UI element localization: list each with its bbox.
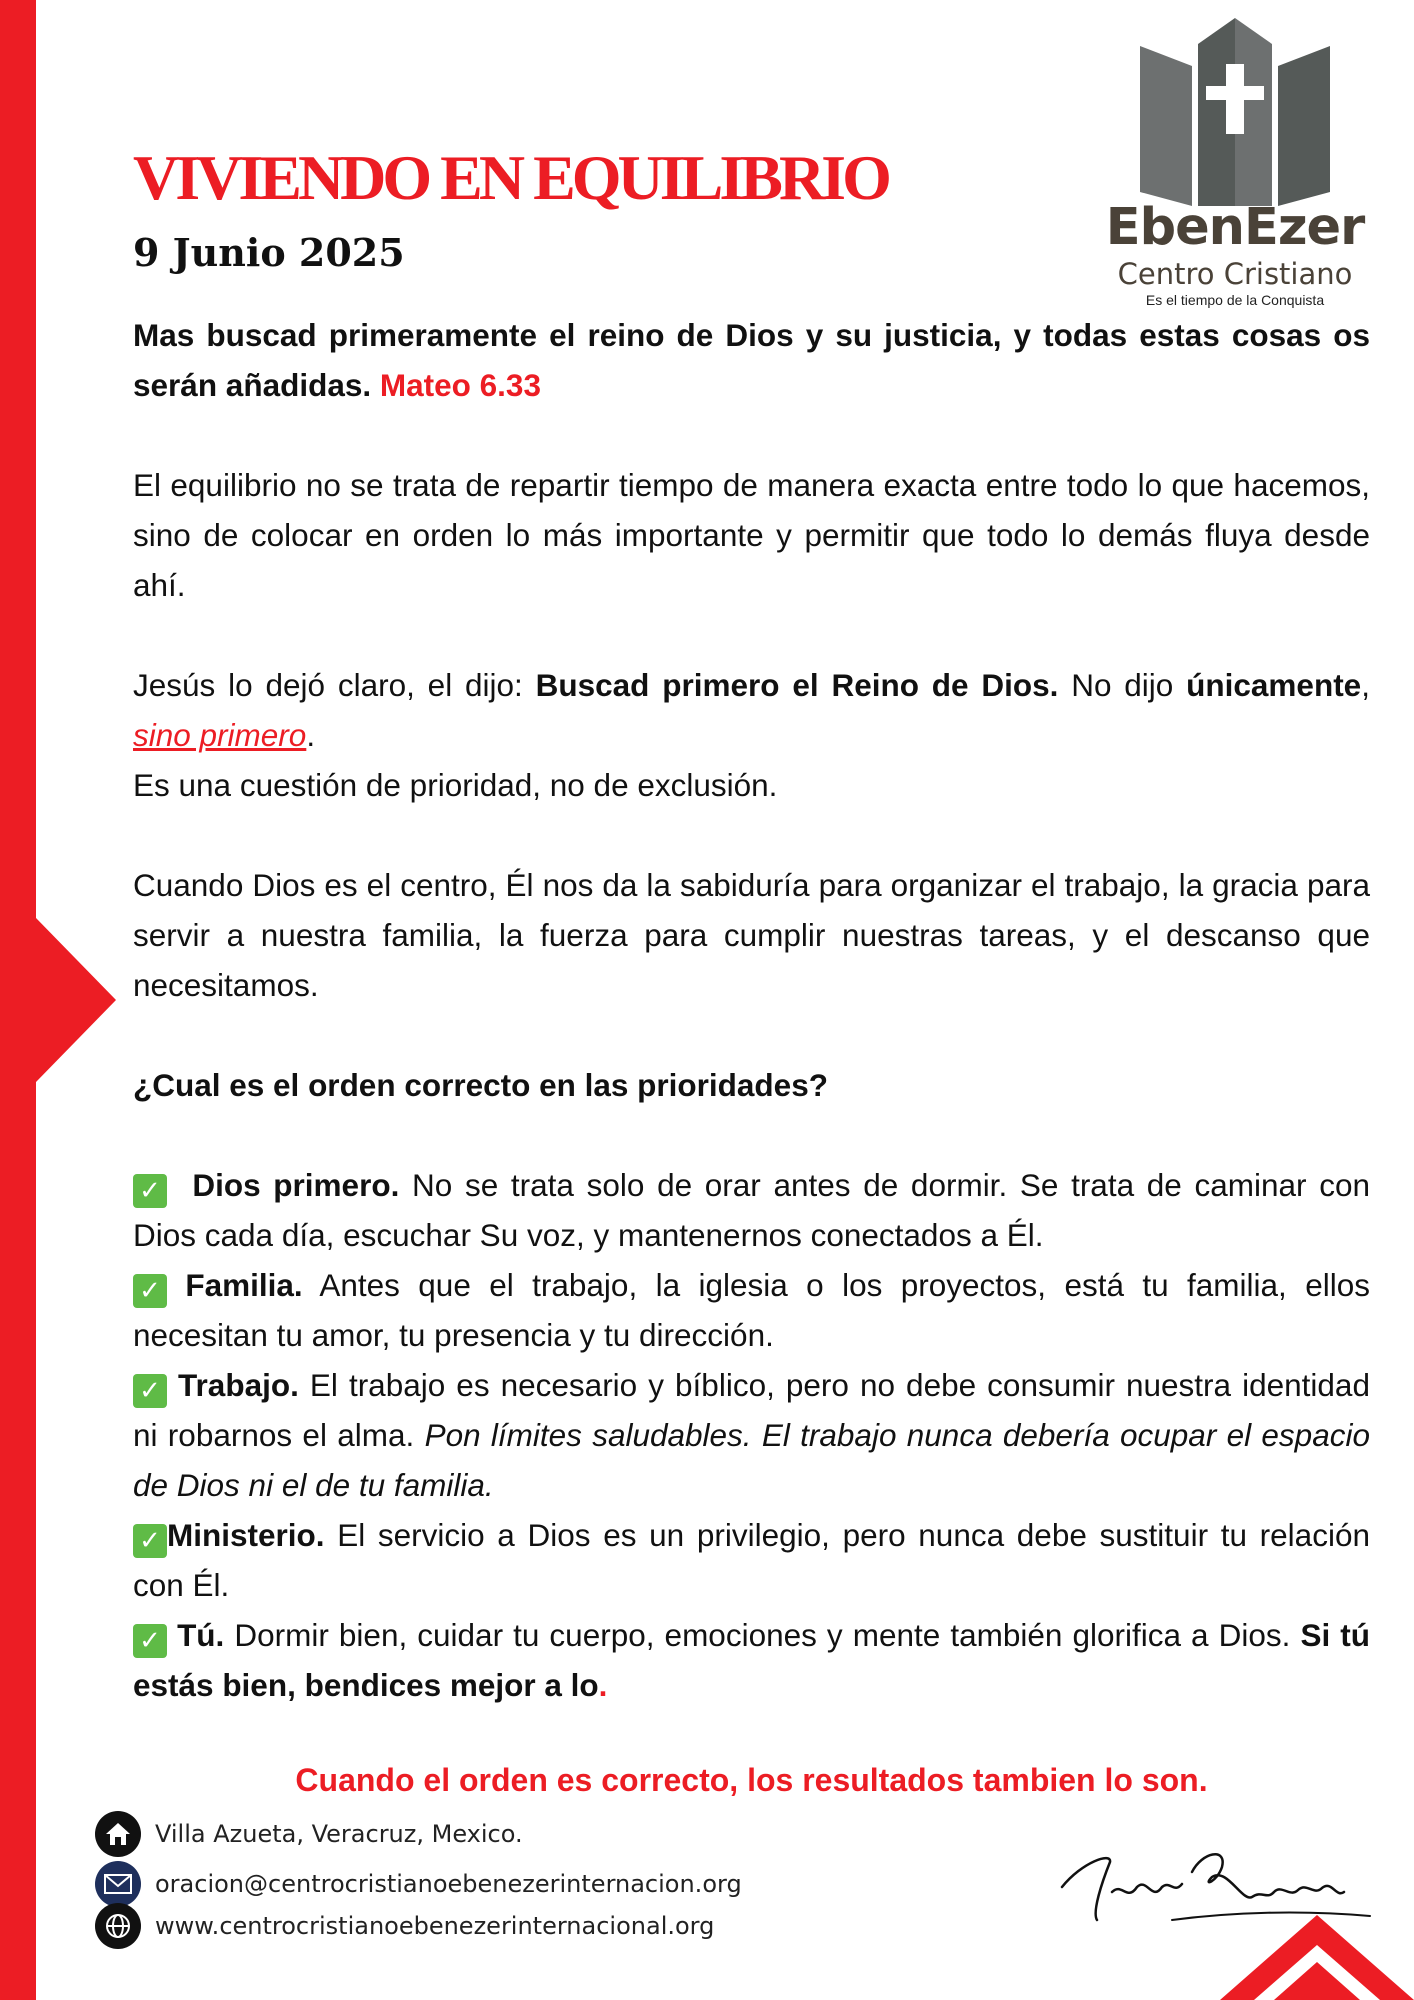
priority-text: Antes que el trabajo, la iglesia o los proyectos, está tu familia, ellos necesitan tu amor, tu presencia y tu dirección.: [133, 1267, 1370, 1353]
left-accent-bar: [0, 0, 36, 2000]
priority-red-dot: .: [598, 1667, 608, 1703]
contact-website[interactable]: [95, 1903, 714, 1949]
paragraph-jesus-line2: Es una cuestión de prioridad, no de exclusión.: [133, 767, 778, 803]
mail-icon: [95, 1861, 141, 1907]
paragraph-jesus: [133, 660, 1370, 810]
check-icon: ✓: [133, 1624, 167, 1658]
paragraph-jesus-quote: Buscad primero el Reino de Dios.: [535, 667, 1059, 703]
paragraph-center: Cuando Dios es el centro, Él nos da la sabiduría para organizar el trabajo, la gracia para servir a nuestra familia, la fuerza para cumplir nuestras tareas, y el descanso que necesitamos.: [133, 867, 1370, 1003]
priority-italic-note: Pon límites saludables. El trabajo nunca debería ocupar el espacio de Dios ni el de tu familia.: [133, 1417, 1370, 1503]
priority-text: El servicio a Dios es un privilegio, pero nunca debe sustituir tu relación con Él.: [133, 1517, 1370, 1603]
left-accent-triangle: [36, 918, 116, 1082]
check-icon: ✓: [133, 1274, 167, 1308]
verse-text: Mas buscad primeramente el reino de Dios y su justicia, y todas estas cosas os serán añadidas.: [133, 317, 1370, 403]
priority-title: Tú.: [177, 1617, 225, 1653]
verse-paragraph: [133, 310, 1370, 410]
address-text: Villa Azueta, Veracruz, Mexico.: [155, 1820, 523, 1848]
priority-bold-end: Si tú estás bien, bendices mejor a lo: [133, 1617, 1370, 1703]
priority-text: No se trata solo de orar antes de dormir. Se trata de caminar con Dios cada día, escuchar Su voz, y mantenernos conectados a Él.: [133, 1167, 1370, 1253]
church-building-icon: [1140, 14, 1330, 206]
email-link[interactable]: oracion@centrocristianoebenezerinternacion.org: [155, 1870, 742, 1898]
globe-icon: [95, 1903, 141, 1949]
paragraph-jesus-comma: ,: [1361, 667, 1370, 703]
priority-title: Trabajo.: [178, 1367, 299, 1403]
priorities-question-text: ¿Cual es el orden correcto en las prioridades?: [133, 1067, 828, 1103]
check-icon: ✓: [133, 1524, 167, 1558]
check-icon: ✓: [133, 1174, 167, 1208]
priority-item-trabajo: [133, 1360, 1370, 1510]
priority-text: Dormir bien, cuidar tu cuerpo, emociones y mente también glorifica a Dios.: [234, 1617, 1291, 1653]
priority-item-dios: [133, 1160, 1370, 1260]
devotional-body: [133, 310, 1370, 1710]
corner-triangle-decoration: [1220, 1900, 1414, 2000]
priority-item-familia: [133, 1260, 1370, 1360]
page-title: VIVIENDO EN EQUILIBRIO: [133, 142, 888, 213]
page-date: 9 Junio 2025: [133, 230, 405, 275]
home-icon: [95, 1811, 141, 1857]
priority-text: El trabajo es necesario y bíblico, pero no debe consumir nuestra identidad ni robarnos el alma.: [133, 1367, 1370, 1453]
paragraph-jesus-mid: No dijo: [1071, 667, 1174, 703]
priority-item-tu: [133, 1610, 1370, 1710]
paragraph-jesus-unicamente: únicamente: [1186, 667, 1362, 703]
logo-tagline: Es el tiempo de la Conquista: [1145, 292, 1325, 308]
check-icon: ✓: [133, 1374, 167, 1408]
church-logo: [1090, 14, 1380, 308]
logo-wordmark: EbenEzer: [1105, 198, 1365, 257]
paragraph-jesus-period: .: [306, 717, 316, 753]
closing-statement: Cuando el orden es correcto, los resultados tambien lo son.: [295, 1762, 1208, 1798]
website-link[interactable]: www.centrocristianoebenezerinternacional.org: [155, 1912, 715, 1940]
priorities-question: [133, 1060, 1370, 1110]
priority-item-ministerio: [133, 1510, 1370, 1610]
paragraph-balance: El equilibrio no se trata de repartir tiempo de manera exacta entre todo lo que hacemos, sino de colocar en orden lo más importante y permitir que todo lo demás fluya desde ahí.: [133, 467, 1370, 603]
logo-subtitle: Centro Cristiano: [1117, 257, 1353, 291]
paragraph-jesus-lead: Jesús lo dejó claro, el dijo:: [133, 667, 523, 703]
contact-address: [95, 1811, 523, 1857]
verse-reference: Mateo 6.33: [379, 367, 541, 403]
priority-title: Ministerio.: [167, 1517, 325, 1553]
priority-title: Dios primero.: [192, 1167, 400, 1203]
paragraph-jesus-emphasis: sino primero: [133, 717, 307, 753]
priority-title: Familia.: [185, 1267, 303, 1303]
contact-email[interactable]: [95, 1861, 742, 1907]
